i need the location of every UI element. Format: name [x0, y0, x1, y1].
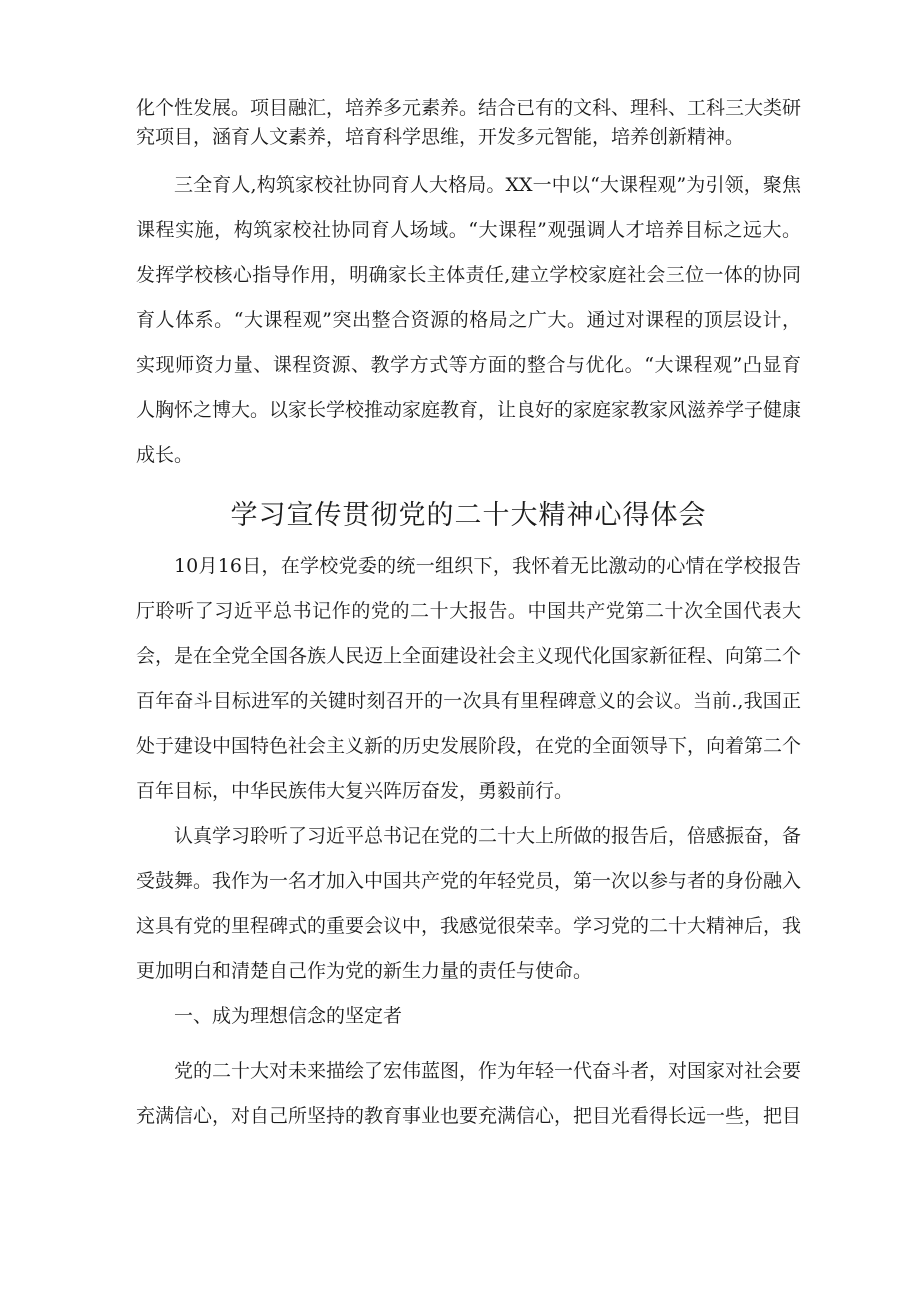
intro-paragraph: 化个性发展。项目融汇，培养多元素养。结合已有的文科、理科、工科三大类研究项目，涵育人文素养，培育科学思维，开发多元智能，培养创新精神。 — [136, 97, 802, 148]
document-body — [136, 94, 801, 1139]
body-paragraph: 党的二十大对未来描绘了宏伟蓝图，作为年轻一代奋斗者，对国家对社会要充满信心，对自己所坚持的教育事业也要充满信心，把目光看得长远一些，把目 — [136, 1060, 802, 1127]
body-paragraph: 三全育人,构筑家校社协同育人大格局。XX一中以“大课程观”为引领，聚焦课程实施，构筑家校社协同育人场域。“大课程”观强调人才培养目标之远大。发挥学校核心指导作用，明确家长主体责任,建立学校家庭社会三位一体的协同育人体系。“大课程观”突出整合资源的格局之广大。通过对课程的顶层设计，实现师资力量、课程资源、教学方式等方面的整合与优化。“大课程观”凸显育人胸怀之博大。以家长学校推动家庭教育，让良好的家庭家教家风滋养学子健康成长。 — [136, 174, 802, 466]
section-heading: 一、成为理想信念的坚定者 — [174, 1005, 403, 1027]
document-title: 学习宣传贯彻党的二十大精神心得体会 — [230, 500, 707, 531]
body-paragraph: 10月16日，在学校党委的统一组织下，我怀着无比激动的心情在学校报告厅聆听了习近平总书记作的党的二十大报告。中国共产党第二十次全国代表大会，是在全党全国各族人民迈上全面建设社会主义现代化国家新征程、向第二个百年奋斗目标进军的关键时刻召开的一次具有里程碑意义的会议。当前.,我国正处于建设中国特色社会主义新的历史发展阶段，在党的全面领导下，向着第二个百年目标，中华民族伟大复兴阵厉奋发，勇毅前行。 — [136, 555, 802, 802]
body-paragraph: 认真学习聆听了习近平总书记在党的二十大上所做的报告后，倍感振奋，备受鼓舞。我作为一名才加入中国共产党的年轻党员，第一次以参与者的身份融入这具有党的里程碑式的重要会议中，我感觉很荣幸。学习党的二十大精神后，我更加明白和清楚自己作为党的新生力量的责任与使命。 — [136, 825, 802, 982]
